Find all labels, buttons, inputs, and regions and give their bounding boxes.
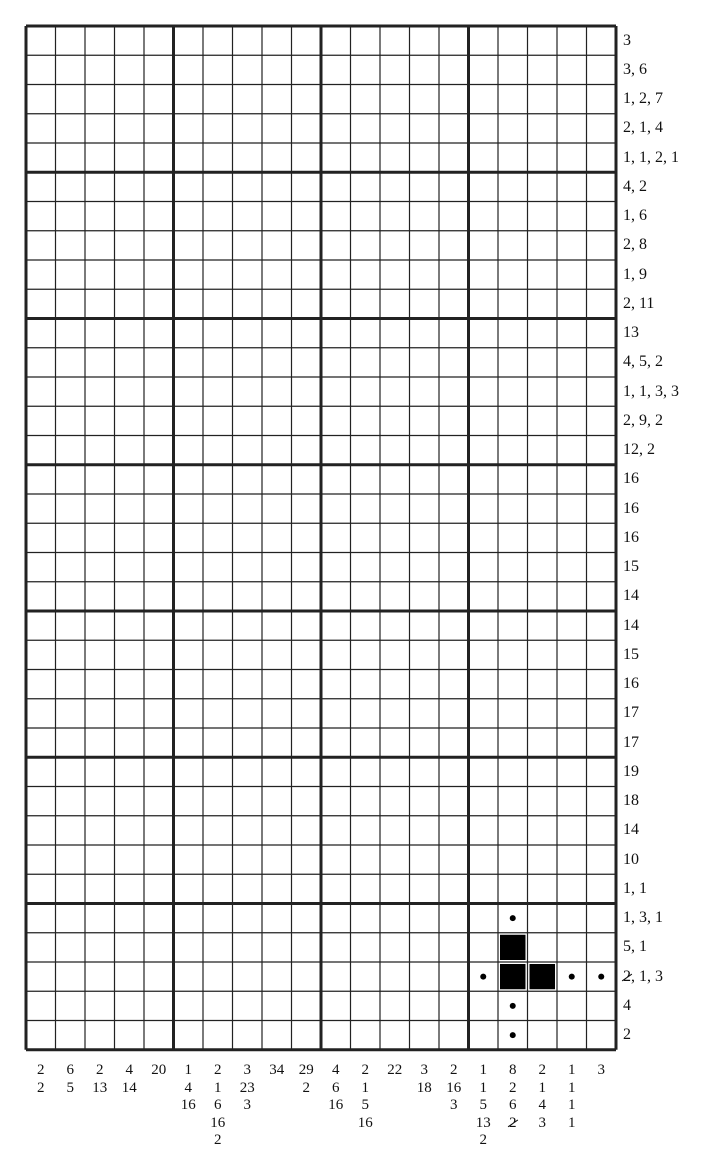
- row-clue: 3, 6: [623, 60, 647, 78]
- column-clue-number: 1: [568, 1114, 576, 1131]
- row-clue: 16: [623, 675, 639, 693]
- column-clue-number: 2: [37, 1079, 45, 1096]
- column-clue: [173, 1062, 203, 1115]
- column-clue: [527, 1062, 557, 1132]
- column-clue: [114, 1062, 144, 1097]
- column-clue-number: 1: [479, 1079, 487, 1096]
- column-clue-number: 6: [66, 1062, 74, 1078]
- row-clue: 1, 1, 3, 3: [623, 382, 679, 400]
- column-clue: [321, 1062, 351, 1115]
- column-clue-number: 3: [597, 1062, 605, 1078]
- row-clue: 1, 2, 7: [623, 90, 663, 108]
- column-clue-number: 1: [479, 1062, 487, 1078]
- row-clue: 16: [623, 528, 639, 546]
- column-clue-number: 5: [66, 1079, 74, 1096]
- column-clue-number: 2: [214, 1132, 222, 1148]
- column-clue-number: 1: [184, 1062, 192, 1078]
- column-clue: [144, 1062, 174, 1080]
- row-clue: 2: [623, 1026, 631, 1044]
- column-clue-number: 1: [538, 1079, 546, 1096]
- column-clue-number: 16: [180, 1097, 196, 1113]
- column-clue-number: 2: [479, 1132, 487, 1148]
- row-clue: 2, 8: [623, 236, 647, 254]
- column-clue-number: 13: [92, 1079, 108, 1096]
- column-clue-number: 2: [96, 1062, 104, 1078]
- row-clue: 19: [623, 762, 639, 780]
- row-clue: 4, 5, 2: [623, 353, 663, 371]
- column-clue: [203, 1062, 233, 1150]
- column-clue-number: 4: [184, 1079, 192, 1096]
- row-clue: 5, 1: [623, 938, 647, 956]
- column-clue-number: 2: [509, 1114, 517, 1131]
- row-clue: 2, 1, 3: [623, 967, 663, 985]
- row-clue: 1, 3, 1: [623, 909, 663, 927]
- column-clue: [291, 1062, 321, 1097]
- row-clue: 10: [623, 850, 639, 868]
- column-clue: [26, 1062, 56, 1097]
- column-clue-number: 2: [37, 1062, 45, 1078]
- column-clue: [557, 1062, 587, 1132]
- row-clue: 4: [623, 996, 631, 1014]
- column-clue-number: 6: [332, 1079, 340, 1096]
- column-clue-number: 23: [239, 1079, 255, 1096]
- column-clue-number: 5: [479, 1097, 487, 1113]
- row-clue: 1, 1: [623, 879, 647, 897]
- column-clue-number: 22: [387, 1062, 403, 1078]
- row-clue: 2, 11: [623, 294, 655, 312]
- row-clue: 1, 9: [623, 265, 647, 283]
- column-clue: [55, 1062, 85, 1097]
- column-clue-number: 4: [538, 1097, 546, 1113]
- row-clue: 14: [623, 587, 639, 605]
- column-clue-number: 1: [361, 1079, 369, 1096]
- column-clue-number: 14: [121, 1079, 137, 1096]
- column-clue: [498, 1062, 528, 1132]
- column-clue-number: 2: [509, 1079, 517, 1096]
- row-clue: 13: [623, 324, 639, 342]
- row-clue: 17: [623, 733, 639, 751]
- column-clue-number: 13: [475, 1114, 491, 1131]
- column-clue-number: 2: [302, 1079, 310, 1096]
- column-clue-number: 2: [214, 1062, 222, 1078]
- row-clue: 12, 2: [623, 441, 655, 459]
- column-clue-number: 16: [210, 1114, 226, 1131]
- row-clue: 1, 6: [623, 207, 647, 225]
- column-clue-number: 4: [125, 1062, 133, 1078]
- row-clue: 1, 1, 2, 1: [623, 148, 679, 166]
- row-clue: 16: [623, 470, 639, 488]
- column-clue: [85, 1062, 115, 1097]
- column-clue-number: 3: [538, 1114, 546, 1131]
- column-clue-number: 6: [509, 1097, 517, 1113]
- column-clue: [232, 1062, 262, 1115]
- row-clue: 16: [623, 499, 639, 517]
- column-clue-number: 1: [214, 1079, 222, 1096]
- row-clue: 14: [623, 821, 639, 839]
- column-clue-number: 4: [332, 1062, 340, 1078]
- column-clue-number: 1: [568, 1097, 576, 1113]
- row-clue: 14: [623, 616, 639, 634]
- column-clue-number: 3: [243, 1062, 251, 1078]
- column-clue-number: 3: [420, 1062, 428, 1078]
- column-clue-number: 3: [243, 1097, 251, 1113]
- column-clue: [380, 1062, 410, 1080]
- row-clue: 17: [623, 704, 639, 722]
- row-clue: 2, 1, 4: [623, 119, 663, 137]
- column-clue-number: 5: [361, 1097, 369, 1113]
- column-clue-number: 18: [416, 1079, 432, 1096]
- column-clue-number: 8: [509, 1062, 517, 1078]
- row-clue: 18: [623, 792, 639, 810]
- row-clue: 4, 2: [623, 177, 647, 195]
- column-clue-number: 20: [151, 1062, 167, 1078]
- column-clue-number: 2: [538, 1062, 546, 1078]
- column-clue: [468, 1062, 498, 1150]
- column-clue-number: 16: [357, 1114, 373, 1131]
- column-clue-number: 6: [214, 1097, 222, 1113]
- column-clue-number: 16: [446, 1079, 462, 1096]
- column-clue-number: 2: [450, 1062, 458, 1078]
- column-clue-number: 29: [298, 1062, 314, 1078]
- column-clue-number: 34: [269, 1062, 285, 1078]
- column-clue: [350, 1062, 380, 1132]
- column-clue-number: 16: [328, 1097, 344, 1113]
- row-clue: 2, 9, 2: [623, 411, 663, 429]
- row-clue: 15: [623, 558, 639, 576]
- column-clue-number: 3: [450, 1097, 458, 1113]
- column-clue-number: 1: [568, 1062, 576, 1078]
- column-clue: [262, 1062, 292, 1080]
- column-clue: [586, 1062, 616, 1080]
- column-clue: [439, 1062, 469, 1115]
- column-clue-number: 1: [568, 1079, 576, 1096]
- row-clue: 15: [623, 645, 639, 663]
- row-clue: 3: [623, 31, 631, 49]
- column-clue: [409, 1062, 439, 1097]
- column-clue-number: 2: [361, 1062, 369, 1078]
